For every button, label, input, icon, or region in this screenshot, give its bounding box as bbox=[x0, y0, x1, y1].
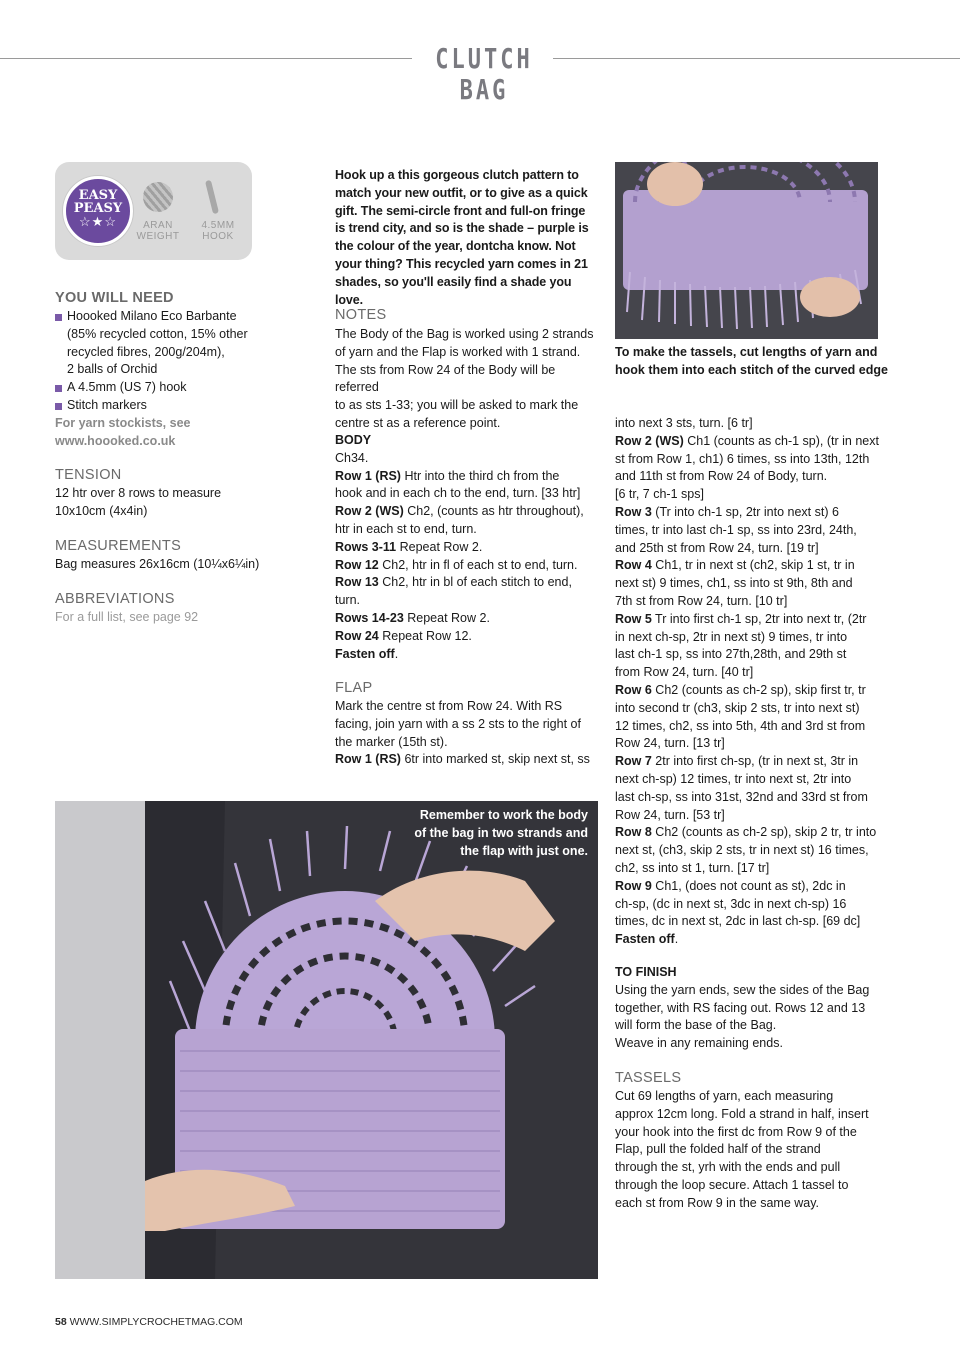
abbreviations-heading: ABBREVIATIONS bbox=[55, 591, 175, 607]
page-number: 58 bbox=[55, 1316, 67, 1328]
body-heading: BODY bbox=[335, 433, 372, 447]
yarn-weight-label: ARAN WEIGHT bbox=[136, 220, 180, 242]
page-footer bbox=[55, 1316, 243, 1328]
tassel-photo bbox=[615, 162, 878, 339]
notes-heading: NOTES bbox=[335, 307, 387, 323]
tassels-text: Cut 69 lengths of yarn, each measuring approx 12cm long. Fold a strand in half, insert your hook into the first dc from Row 9 of the Flap, pull the folded half of the strand through the st, yrh with the ends and pull through the loop secure. Attach 1 tassel to each st from Row 9 in the same way. bbox=[615, 1089, 869, 1210]
badge-stars: ☆★☆ bbox=[79, 215, 117, 230]
to-finish-section: TO FINISH Using the yarn ends, sew the sides of the Bag together, with RS facing out. Rows 12 and 13 will form the base of the Bag. Weave in any remaining ends. bbox=[615, 965, 870, 1051]
header-rule-left bbox=[0, 58, 412, 59]
difficulty-badge bbox=[63, 176, 133, 246]
flap-heading: FLAP bbox=[335, 680, 373, 696]
tassel-photo-illustration bbox=[615, 162, 878, 339]
you-will-need-list: Hoooked Milano Eco Barbante (85% recycled cotton, 15% other recycled fibres, 200g/204m), 2 balls of Orchid A 4.5mm (US 7) hook Stitch markers For yarn stockists, see www.hoooked.co.uk bbox=[55, 308, 285, 450]
measurements-heading: MEASUREMENTS bbox=[55, 538, 182, 554]
clutch-bag-photo bbox=[55, 801, 598, 1279]
list-item: Hoooked Milano Eco Barbante bbox=[55, 308, 285, 326]
tension-text: 12 htr over 8 rows to measure 10x10cm (4x4in) bbox=[55, 486, 222, 518]
to-finish-heading: TO FINISH bbox=[615, 965, 677, 979]
badge-line2: PEASY bbox=[73, 201, 123, 216]
abbreviations-text: For a full list, see page 92 bbox=[55, 610, 199, 624]
hook-icon bbox=[205, 180, 219, 214]
badge-line1: EASY bbox=[78, 188, 118, 203]
header-rule-right bbox=[553, 58, 960, 59]
list-item: Stitch markers bbox=[55, 397, 285, 415]
hook-size-label: 4.5MM HOOK bbox=[201, 220, 235, 242]
intro-paragraph: Hook up a this gorgeous clutch pattern to match your new outfit, or to give as a quick gift. The semi-circle front and full-on fringe is trend city, and so is the shade – purple is the colour of the year, dontcha know. Not your thing? This recycled yarn comes in 21 shades, so you'll easily find a shade you love. bbox=[335, 168, 589, 307]
footer-site: WWW.SIMPLYCROCHETMAG.COM bbox=[66, 1316, 243, 1328]
yarn-ball-icon bbox=[143, 182, 173, 212]
page-title: CLUTCH BAG bbox=[435, 44, 533, 107]
tassels-heading: TASSELS bbox=[615, 1070, 682, 1086]
stockists-note: For yarn stockists, see bbox=[55, 415, 191, 430]
tassel-photo-caption: To make the tassels, cut lengths of yarn and hook them into each stitch of the curved edge bbox=[615, 345, 888, 377]
tension-heading: TENSION bbox=[55, 467, 122, 483]
difficulty-info-box bbox=[55, 162, 252, 260]
you-will-need-heading: YOU WILL NEED bbox=[55, 290, 174, 306]
clutch-photo-caption: Remember to work the body of the bag in two strands and the flap with just one. bbox=[414, 808, 588, 858]
notes-text: The Body of the Bag is worked using 2 strands of yarn and the Flap is worked with 1 strand. The sts from Row 24 of the Body will be referred to as sts 1-33; you will be asked to mark the centre st as a reference point. bbox=[335, 327, 594, 430]
flap-text: Mark the centre st from Row 24. With RS facing, join yarn with a ss 2 sts to the right of the marker (15th st). Row 1 (RS) 6tr into marked st, skip next st, ss bbox=[335, 699, 590, 767]
stockists-link[interactable]: www.hoooked.co.uk bbox=[55, 433, 176, 448]
measurements-text: Bag measures 26x16cm (10¼x6¼in) bbox=[55, 557, 260, 571]
body-section: BODY Ch34. Row 1 (RS) Htr into the third ch from the hook and in each ch to the end, turn. [33 htr] Row 2 (WS) Ch2, (counts as htr throughout), htr in each st to end, turn. Rows 3-11 Repeat Row 2. Row 12 Ch2, htr in fl of each st to end, turn. Row 13 Ch2, htr in bl of each stitch to end, turn. Rows 14-23 Repeat Row 2. Row 24 Repeat Row 12. Fasten off. bbox=[335, 433, 584, 661]
flap-continued-text: into next 3 sts, turn. [6 tr] Row 2 (WS) Ch1 (counts as ch-1 sp), (tr in next st from Row 1, ch1) 6 times, ss into 13th, 12th and 11th st from Row 24 of Body, turn. [6 tr, 7 ch-1 sps] Row 3 (Tr into ch-1 sp, 2tr into next st) 6 times, tr into last ch-1 sp, ss into 23rd, 24th, and 25th st from Row 24, turn. [19 tr] Row 4 Ch1, tr in next st (ch2, skip 1 st, tr in next st) 9 times, ch1, ss into st 9th, 8th and 7th st from Row 24, turn. [10 tr] Row 5 Tr into first ch-1 sp, 2tr into next tr, (2tr in next ch-sp, 2tr in next st) 9 times, tr into last ch-1 sp, ss into 27th,28th, and 29th st from Row 24, turn. [40 tr] Row 6 Ch2 (counts as ch-2 sp), skip first tr, tr into second tr (ch3, skip 2 sts, tr into next st) 12 times, ch2, ss into 5th, 4th and 3rd st from Row 24, turn. [13 tr] Row 7 2tr into first ch-sp, (tr in next st, 3tr in next ch-sp) 12 times, tr into next st, 2tr into last ch-sp, ss into 31st, 32nd and 33rd st from Row 24, turn. [53 tr] Row 8 Ch2 (counts as ch-2 sp), skip 2 tr, tr into next st, (ch3, skip 2 sts, tr in next st) 16 times, ch2, ss into st 1, turn. [17 tr] Row 9 Ch1, (does not count as st), 2dc in ch-sp, (dc in next st, 3dc in next ch-sp) 16 times, dc in next st, 2dc in last ch-sp. [69 dc] Fasten off. bbox=[615, 416, 879, 947]
clutch-bag-illustration bbox=[55, 801, 598, 1279]
list-item: A 4.5mm (US 7) hook bbox=[55, 379, 285, 397]
